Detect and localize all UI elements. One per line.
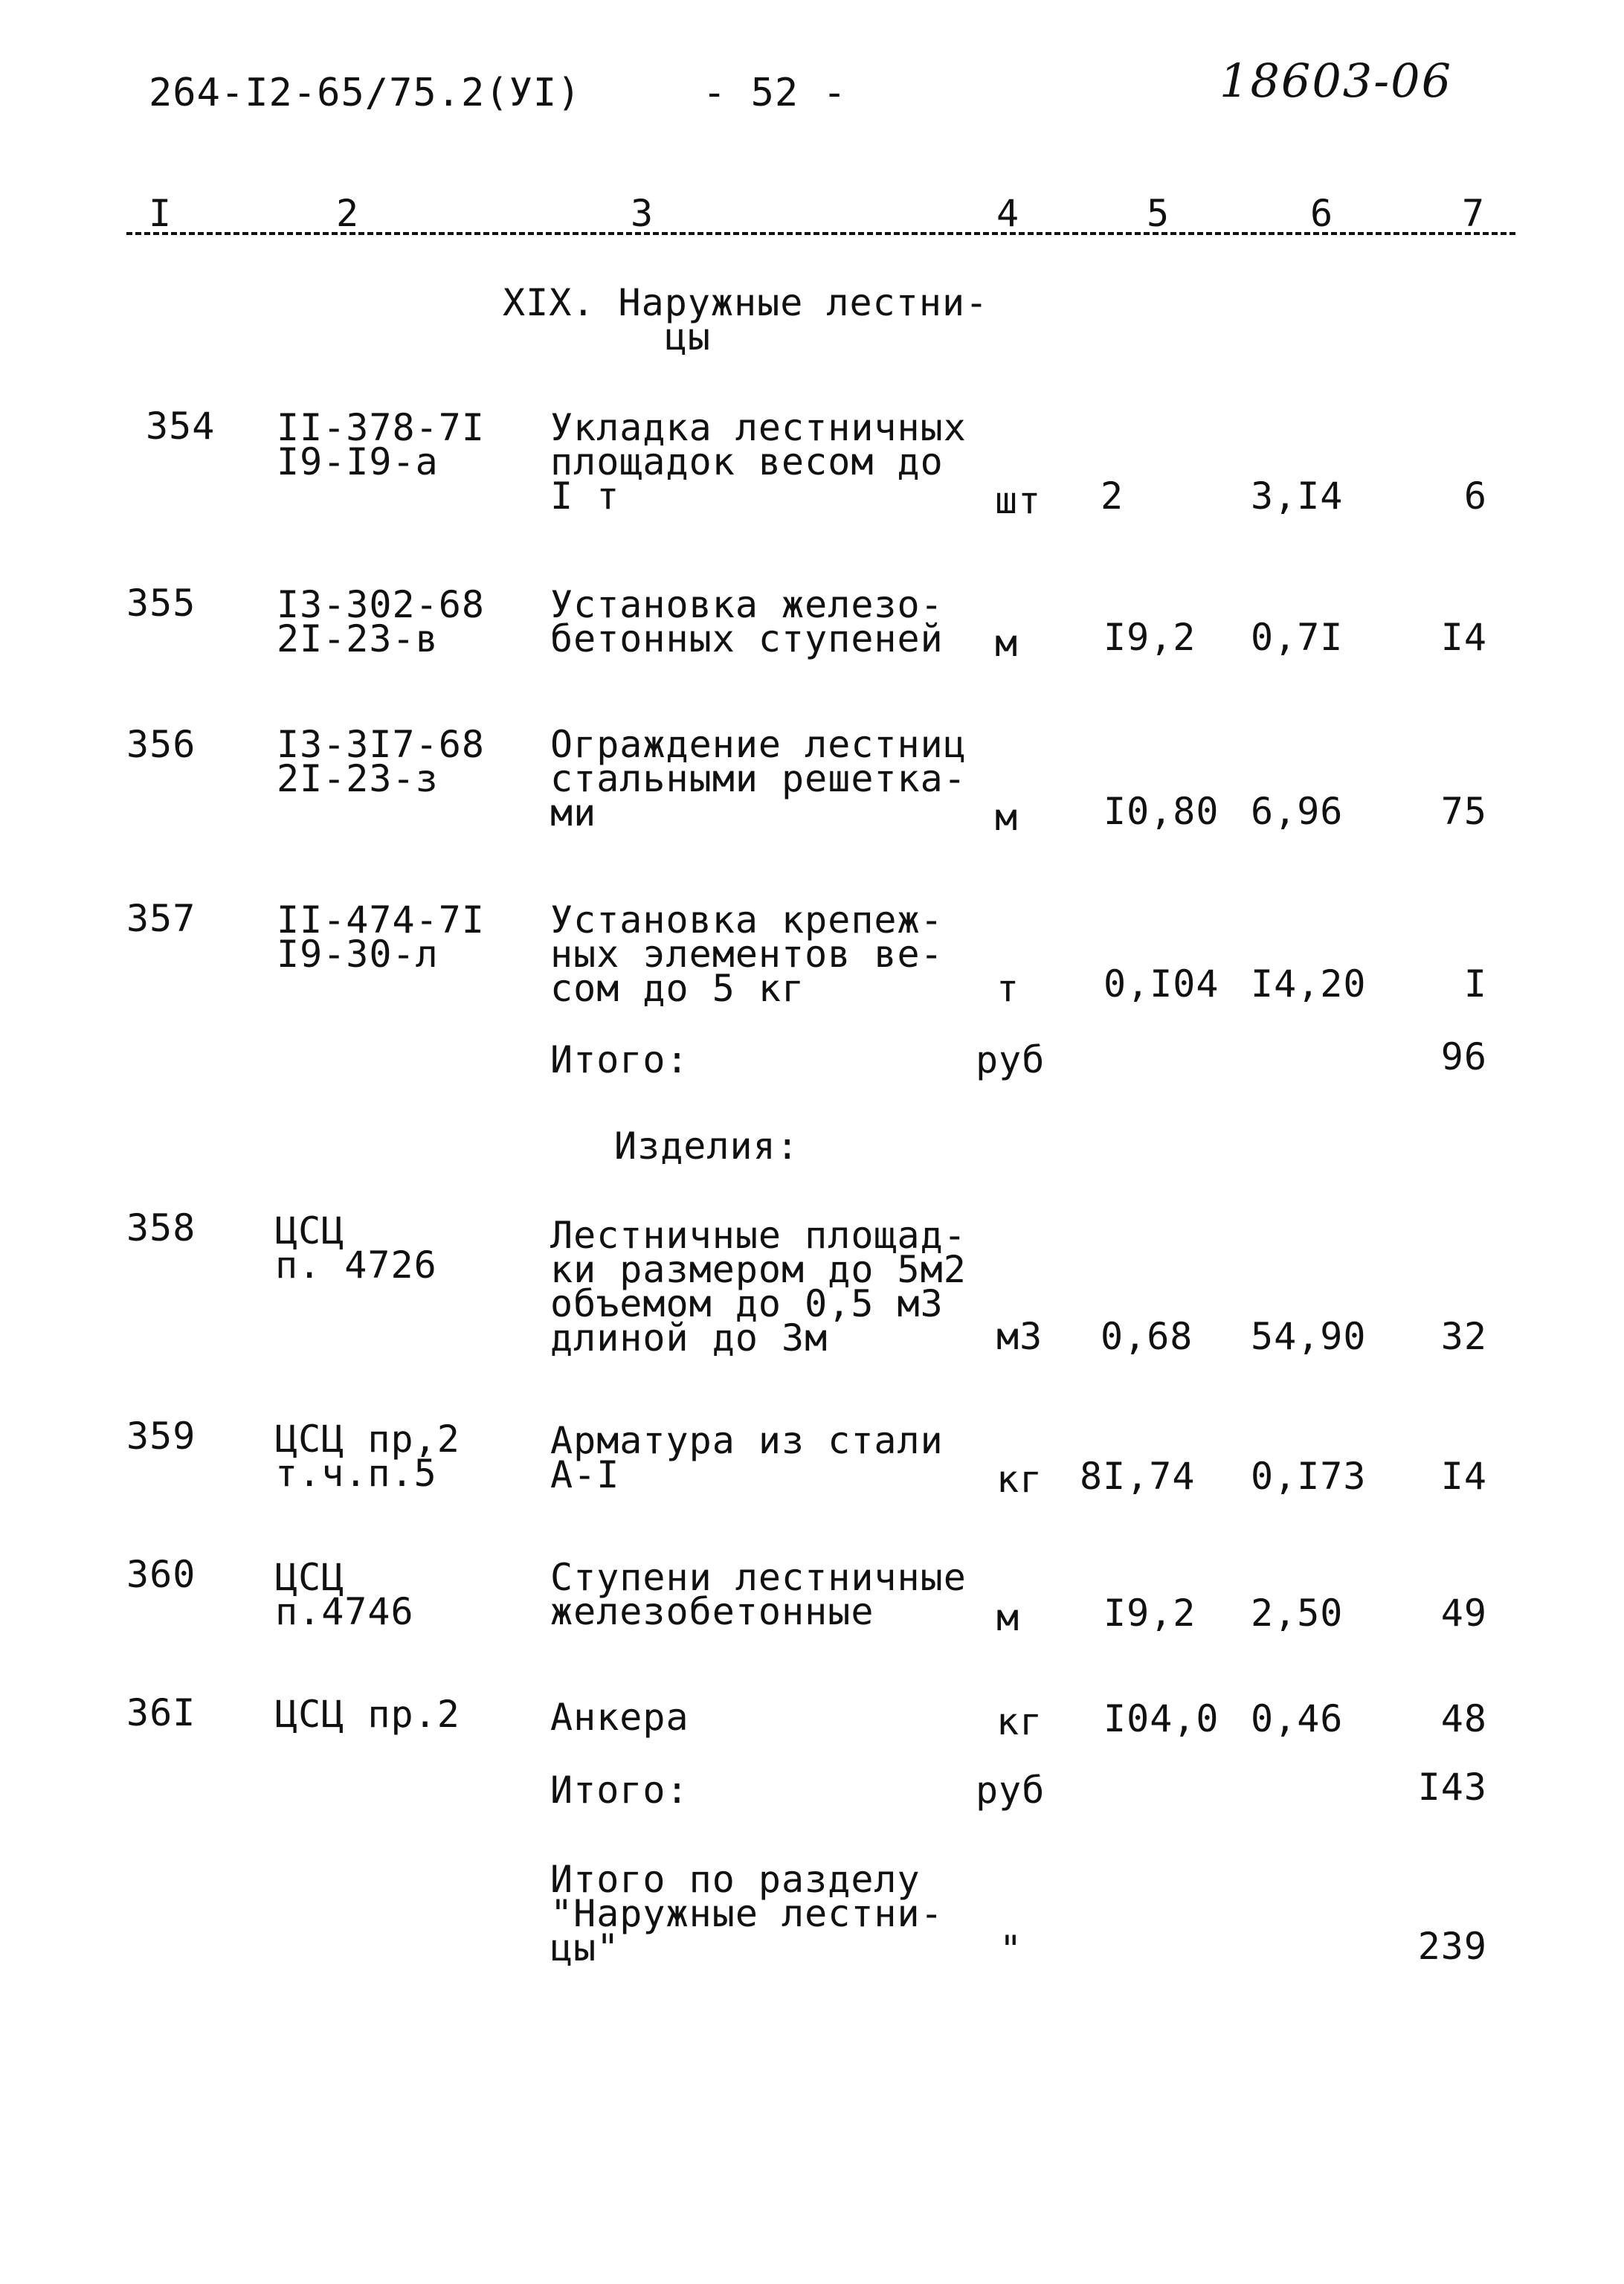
subtotal-label: Итого: bbox=[550, 1769, 689, 1812]
row-quantity: I0,80 bbox=[1103, 790, 1219, 833]
row-unit: шт bbox=[995, 479, 1042, 522]
subtotal-total: I43 bbox=[1417, 1766, 1487, 1809]
row-description: Укладка лестничных площадок весом до I т bbox=[550, 406, 967, 518]
row-description: Арматура из стали А-I bbox=[550, 1419, 944, 1496]
row-quantity: I9,2 bbox=[1103, 616, 1196, 659]
col-header-6: 6 bbox=[1310, 192, 1334, 235]
row-quantity: I04,0 bbox=[1103, 1697, 1219, 1740]
row-description: Установка крепеж- ных элементов ве- сом до 5 кг bbox=[550, 898, 944, 1010]
products-title: Изделия: bbox=[614, 1125, 799, 1168]
row-number: 358 bbox=[126, 1206, 196, 1249]
row-quantity: 2 bbox=[1101, 475, 1124, 518]
handwritten-number: 18603-06 bbox=[1219, 54, 1453, 108]
row-number: 359 bbox=[126, 1415, 196, 1458]
row-price: 6,96 bbox=[1251, 790, 1344, 833]
row-total: 32 bbox=[1440, 1315, 1487, 1358]
row-total: 75 bbox=[1440, 790, 1487, 833]
row-total: 49 bbox=[1440, 1592, 1487, 1635]
row-description: Ступени лестничные железобетонные bbox=[550, 1556, 967, 1633]
row-description: Лестничные площад- ки размером до 5м2 объемом до 0,5 м3 длиной до 3м bbox=[550, 1214, 967, 1360]
col-header-4: 4 bbox=[996, 192, 1020, 235]
row-code: I3-3I7-68 2I-23-з bbox=[277, 723, 485, 800]
section-title: XIX. Наружные лестни- цы bbox=[503, 281, 989, 358]
row-unit: м bbox=[995, 796, 1019, 839]
row-description: Установка железо- бетонных ступеней bbox=[550, 583, 944, 660]
row-unit: м3 bbox=[996, 1315, 1043, 1358]
row-total: I4 bbox=[1440, 1455, 1487, 1498]
row-price: 0,46 bbox=[1251, 1697, 1344, 1740]
row-price: 2,50 bbox=[1251, 1592, 1344, 1635]
row-code: ЦСЦ пр,2 т.ч.п.5 bbox=[275, 1418, 460, 1495]
row-number: 357 bbox=[126, 897, 196, 940]
row-unit: кг bbox=[996, 1458, 1043, 1501]
row-number: 354 bbox=[146, 405, 216, 448]
col-header-5: 5 bbox=[1147, 192, 1170, 235]
row-total: I4 bbox=[1440, 616, 1487, 659]
row-code: ЦСЦ п. 4726 bbox=[275, 1209, 437, 1287]
row-unit: м bbox=[995, 622, 1019, 665]
row-quantity: 0,68 bbox=[1101, 1315, 1193, 1358]
row-unit: кг bbox=[996, 1700, 1043, 1743]
column-header-divider bbox=[126, 232, 1515, 235]
row-total: I bbox=[1463, 962, 1487, 1006]
section-total-unit: " bbox=[999, 1928, 1023, 1971]
section-total-label: Итого по разделу "Наружные лестни- цы" bbox=[550, 1858, 944, 1969]
doc-code: 264-I2-65/75.2(УI) bbox=[149, 71, 581, 115]
row-code: ЦСЦ п.4746 bbox=[275, 1556, 414, 1633]
row-number: 356 bbox=[126, 723, 196, 766]
col-header-1: I bbox=[149, 192, 173, 235]
row-code: ЦСЦ пр.2 bbox=[275, 1693, 460, 1736]
row-description: Анкера bbox=[550, 1696, 689, 1739]
row-number: 355 bbox=[126, 582, 196, 625]
col-header-3: 3 bbox=[631, 192, 654, 235]
row-unit: м bbox=[996, 1596, 1020, 1639]
row-price: 0,I73 bbox=[1251, 1455, 1367, 1498]
row-quantity: I9,2 bbox=[1103, 1592, 1196, 1635]
row-quantity: 8I,74 bbox=[1080, 1455, 1196, 1498]
col-header-7: 7 bbox=[1462, 192, 1486, 235]
row-description: Ограждение лестниц стальными решетка- ми bbox=[550, 723, 967, 834]
row-code: II-378-7I I9-I9-а bbox=[277, 406, 485, 483]
row-total: 48 bbox=[1440, 1697, 1487, 1740]
row-total: 6 bbox=[1463, 475, 1487, 518]
row-price: 54,90 bbox=[1251, 1315, 1367, 1358]
subtotal-unit: руб bbox=[976, 1769, 1045, 1812]
row-number: 360 bbox=[126, 1553, 196, 1596]
section-total-value: 239 bbox=[1417, 1925, 1487, 1968]
page-number: - 52 - bbox=[703, 71, 847, 115]
row-number: 36I bbox=[126, 1691, 196, 1734]
row-price: I4,20 bbox=[1251, 962, 1367, 1006]
row-quantity: 0,I04 bbox=[1103, 962, 1219, 1006]
subtotal-unit: руб bbox=[976, 1038, 1045, 1081]
subtotal-total: 96 bbox=[1440, 1035, 1487, 1078]
row-price: 3,I4 bbox=[1251, 475, 1344, 518]
row-price: 0,7I bbox=[1251, 616, 1344, 659]
row-code: I3-302-68 2I-23-в bbox=[277, 583, 485, 660]
col-header-2: 2 bbox=[336, 192, 360, 235]
subtotal-label: Итого: bbox=[550, 1038, 689, 1081]
row-unit: т bbox=[996, 967, 1020, 1010]
row-code: II-474-7I I9-30-л bbox=[277, 898, 485, 976]
